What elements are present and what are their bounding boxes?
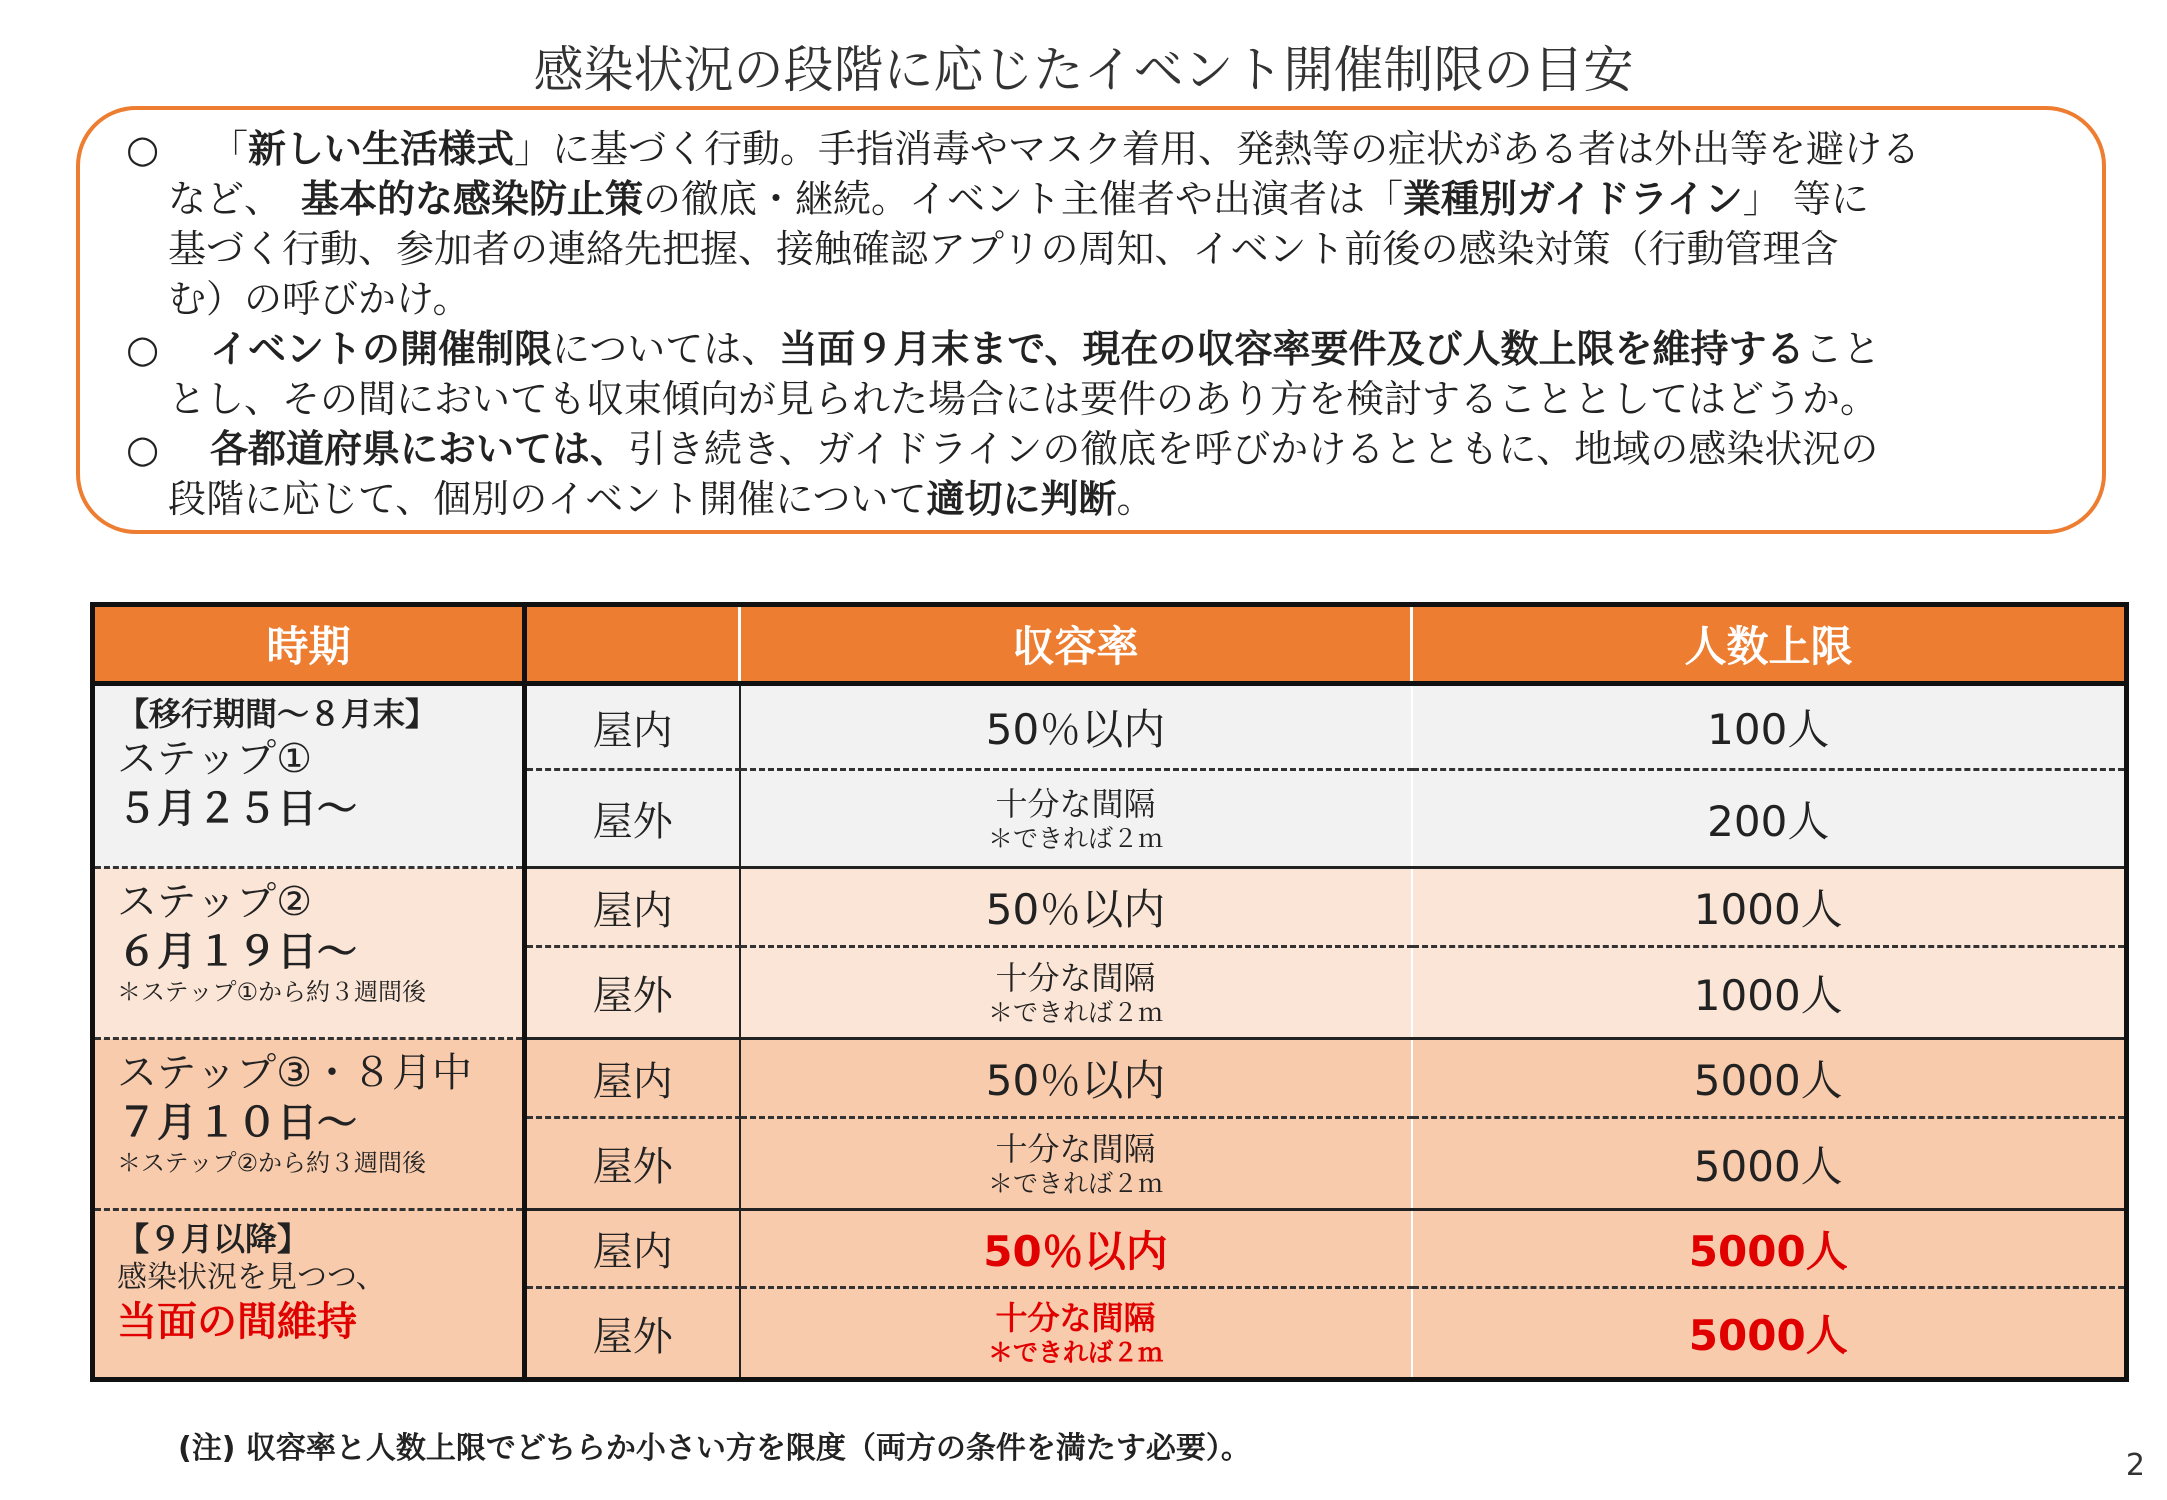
header-person-limit: 人数上限 — [1412, 605, 2127, 684]
period-cell-september: 【９月以降】 感染状況を見つつ、 当面の間維持 — [93, 1210, 525, 1380]
capacity-rate-cell: 50％以内 — [740, 1210, 1412, 1288]
person-limit-cell: 5000人 — [1412, 1039, 2127, 1118]
period-cell-step3: ステップ③・８月中 ７月１０日～ ＊ステップ②から約３週間後 — [93, 1039, 525, 1210]
header-period: 時期 — [93, 605, 525, 684]
person-limit-cell: 100人 — [1412, 684, 2127, 770]
location-cell: 屋外 — [525, 1118, 740, 1210]
bullet-marker: ○ — [126, 127, 160, 171]
distance-note: ＊できれば２ｍ — [987, 823, 1163, 853]
location-cell: 屋内 — [525, 1039, 740, 1118]
distance-note: ＊できれば２ｍ — [987, 1338, 1163, 1368]
location-cell: 屋外 — [525, 947, 740, 1039]
page-number: 2 — [2125, 1448, 2145, 1483]
capacity-rate-cell: 十分な間隔 ＊できれば２ｍ — [740, 947, 1412, 1039]
summary-paragraph-3: ○ 各都道府県においては、引き続き、ガイドラインの徹底を呼びかけるとともに、地域の感染状況の 段階に応じて、個別のイベント開催について適切に判断。 — [126, 424, 2052, 524]
location-cell: 屋内 — [525, 684, 740, 770]
header-capacity-rate: 収容率 — [740, 605, 1412, 684]
person-limit-cell: 5000人 — [1412, 1288, 2127, 1380]
capacity-rate-cell: 50％以内 — [740, 868, 1412, 947]
person-limit-cell: 200人 — [1412, 770, 2127, 868]
location-cell: 屋外 — [525, 770, 740, 868]
table-header-row — [93, 605, 2127, 684]
capacity-rate-cell: 十分な間隔 ＊できれば２ｍ — [740, 1118, 1412, 1210]
period-cell-step2: ステップ② ６月１９日～ ＊ステップ①から約３週間後 — [93, 868, 525, 1039]
location-cell: 屋内 — [525, 1210, 740, 1288]
capacity-rate-cell: 50％以内 — [740, 684, 1412, 770]
person-limit-cell: 1000人 — [1412, 947, 2127, 1039]
person-limit-cell: 5000人 — [1412, 1210, 2127, 1288]
table-row — [93, 684, 2127, 770]
location-cell: 屋内 — [525, 868, 740, 947]
capacity-rate-cell: 十分な間隔 ＊できれば２ｍ — [740, 770, 1412, 868]
person-limit-cell: 1000人 — [1412, 868, 2127, 947]
summary-box — [76, 106, 2106, 534]
event-limit-table — [90, 602, 2129, 1382]
capacity-rate-cell: 十分な間隔 ＊できれば２ｍ — [740, 1288, 1412, 1380]
table-row — [93, 868, 2127, 947]
capacity-rate-cell: 50％以内 — [740, 1039, 1412, 1118]
footnote: (注) 収容率と人数上限でどちらか小さい方を限度（両方の条件を満たす必要）。 — [178, 1431, 1251, 1466]
distance-note: ＊できれば２ｍ — [987, 997, 1163, 1027]
period-cell-step1: 【移行期間～８月末】 ステップ① ５月２５日～ — [93, 684, 525, 868]
table-row — [93, 1210, 2127, 1288]
bullet-marker: ○ — [126, 327, 160, 371]
page-title: 感染状況の段階に応じたイベント開催制限の目安 — [533, 41, 1634, 99]
location-cell: 屋外 — [525, 1288, 740, 1380]
person-limit-cell: 5000人 — [1412, 1118, 2127, 1210]
distance-note: ＊できれば２ｍ — [987, 1168, 1163, 1198]
summary-paragraph-1: ○ 「新しい生活様式」に基づく行動。手指消毒やマスク着用、発熱等の症状がある者は外出等を避ける など、 基本的な感染防止策の徹底・継続。イベント主催者や出演者は「業種別ガイドライン」 等に 基づく行動、参加者の連絡先把握、接触確認アプリの周知、イベント前後の感染対策（行動管理含 む）の呼びかけ。 — [126, 124, 2052, 324]
header-location — [525, 605, 740, 684]
table-row — [93, 1039, 2127, 1118]
bullet-marker: ○ — [126, 427, 160, 471]
summary-paragraph-2: ○ イベントの開催制限については、当面９月末まで、現在の収容率要件及び人数上限を維持すること とし、その間においても収束傾向が見られた場合には要件のあり方を検討することとしてはどうか。 — [126, 324, 2052, 424]
